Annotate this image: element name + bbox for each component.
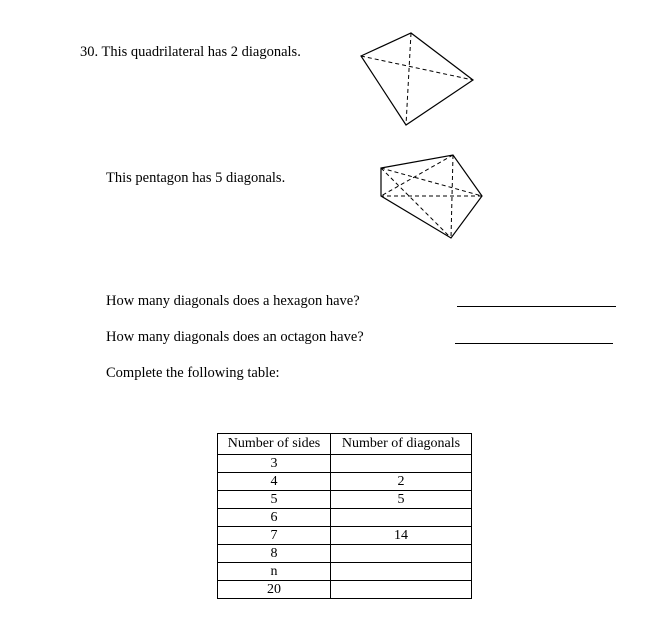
table-row [218,527,472,545]
pentagon-figure [380,154,484,240]
sides-cell: n [218,563,331,581]
table-row [218,545,472,563]
sides-cell: 3 [218,455,331,473]
octagon-answer-blank[interactable] [455,343,613,344]
table-header-row [218,434,472,455]
hexagon-answer-blank[interactable] [457,306,616,307]
pentagon-diagonal [381,168,451,238]
quadrilateral-diagonal [406,33,411,125]
table-row [218,473,472,491]
sides-cell: 6 [218,509,331,527]
table-instruction: Complete the following table: [106,365,280,381]
diagonals-table [217,433,472,599]
sides-cell: 4 [218,473,331,491]
pentagon-text: This pentagon has 5 diagonals. [106,170,286,186]
diagonals-cell[interactable] [331,455,472,473]
sides-cell: 8 [218,545,331,563]
quadrilateral-outline [361,33,473,125]
table-row [218,581,472,599]
sides-cell: 20 [218,581,331,599]
diagonals-cell: 14 [331,527,472,545]
problem-statement [80,44,301,61]
diagonals-cell[interactable] [331,509,472,527]
table-row [218,509,472,527]
diagonals-cell[interactable] [331,581,472,599]
diagonals-cell[interactable] [331,563,472,581]
problem-number: 30. [80,44,99,60]
header-diagonals: Number of diagonals [331,434,472,455]
octagon-question: How many diagonals does an octagon have? [106,329,364,345]
diagonals-cell: 5 [331,491,472,509]
quadrilateral-text: This quadrilateral has 2 diagonals. [101,44,301,60]
quadrilateral-figure [360,32,476,128]
table-row [218,455,472,473]
diagonals-cell: 2 [331,473,472,491]
table-row [218,491,472,509]
header-sides: Number of sides [218,434,331,455]
diagonals-cell[interactable] [331,545,472,563]
table-row [218,563,472,581]
pentagon-diagonal [381,168,482,196]
hexagon-question: How many diagonals does a hexagon have? [106,293,360,309]
sides-cell: 7 [218,527,331,545]
sides-cell: 5 [218,491,331,509]
